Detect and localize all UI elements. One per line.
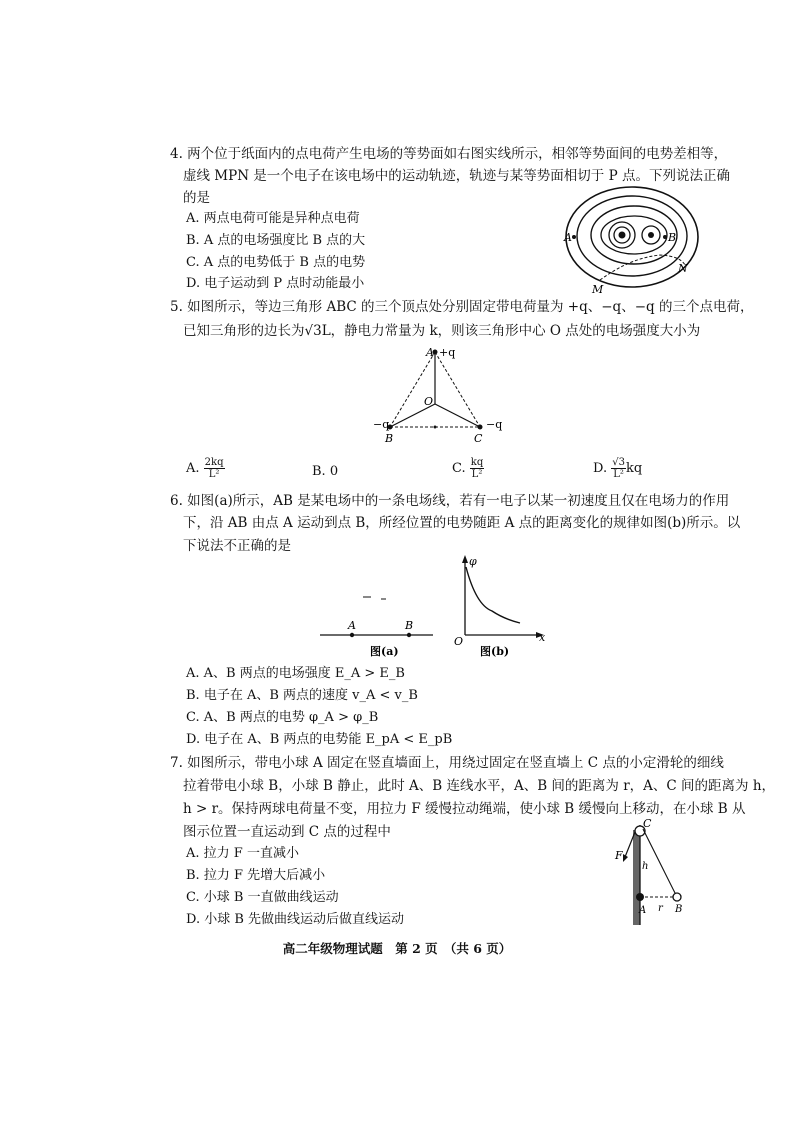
q7-pulley-figure: [605, 815, 695, 930]
q4-stem-line1: 4. 两个位于纸面内的点电荷产生电场的等势面如右图实线所示，相邻等势面间的电势差相等，: [170, 146, 728, 162]
q6-fig-a-label-a: A: [348, 619, 356, 632]
q4-option-c: C. A 点的电势低于 B 点的电势: [186, 255, 366, 270]
q5-fig-label-a: A: [426, 346, 434, 359]
q7-fig-label-b: B: [675, 904, 683, 915]
q6-option-a: A. A、B 两点的电场强度 E_A > E_B: [186, 666, 405, 681]
q5-option-a-denominator: L²: [208, 469, 220, 480]
q5-option-c-denominator: L²: [471, 469, 483, 480]
q6-fig-b-caption: 图(b): [480, 645, 510, 658]
q7-stem-line4: 图示位置一直运动到 C 点的过程中: [183, 824, 391, 840]
page-footer: 高二年级物理试题 第 2 页 （共 6 页）: [282, 941, 512, 956]
q6-fig-b-label-phi: φ: [469, 555, 477, 568]
q6-fig-a-label-b: B: [405, 619, 414, 632]
q4-fig-label-m: M: [592, 283, 604, 296]
q4-fig-label-a: A: [564, 231, 572, 244]
q5-option-c: C. $\frac{kq}{\text{L²}}$: [452, 457, 484, 480]
q6-option-d: D. 电子在 A、B 两点的电势能 E_pA < E_pB: [186, 732, 453, 747]
q5-option-c-numerator: kq: [470, 457, 484, 468]
q5-option-d-denominator: L²: [613, 469, 624, 480]
q7-fig-label-f: F: [615, 849, 623, 862]
q6-fig-b-label-x: x: [539, 631, 546, 644]
q4-stem-line3: 的是: [183, 190, 210, 206]
q5-triangle-figure: [370, 342, 510, 447]
q5-fig-label-minus-q-b: −q: [373, 418, 390, 431]
q6-stem-line2: 下，沿 AB 由点 A 运动到点 B，所经位置的电势随距 A 点的距离变化的规律如图(b)所示。以: [183, 515, 741, 531]
q6-figure-b: [452, 555, 552, 660]
q5-fig-label-b: B: [385, 432, 394, 445]
q4-equipotential-figure: [560, 180, 710, 300]
q7-fig-label-a: A: [639, 905, 647, 916]
q7-stem-line3: h > r。保持两球电荷量不变，用拉力 F 缓慢拉动绳端，使小球 B 缓慢向上移动，在小球 B 从: [183, 801, 746, 817]
q6-fig-a-caption: 图(a): [370, 645, 399, 658]
q5-stem-line2: 已知三角形的边长为√3L，静电力常量为 k，则该三角形中心 O 点处的电场强度大小为: [183, 323, 701, 339]
q6-option-c: C. A、B 两点的电势 φ_A > φ_B: [186, 710, 379, 725]
q6-stem-line3: 下说法不正确的是: [183, 538, 291, 554]
q5-option-a: A. $\frac{2kq}{\text{L²}}$: [186, 457, 224, 480]
q7-fig-label-r: r: [658, 903, 663, 914]
q6-fig-b-label-o: O: [454, 635, 464, 648]
q7-option-c: C. 小球 B 一直做曲线运动: [186, 890, 339, 905]
q6-option-b: B. 电子在 A、B 两点的速度 v_A < v_B: [186, 688, 418, 703]
q7-stem-line1: 7. 如图所示，带电小球 A 固定在竖直墙面上，用绕过固定在竖直墙上 C 点的小定滑轮的细线: [170, 755, 724, 771]
q5-stem-line1: 5. 如图所示，等边三角形 ABC 的三个顶点处分别固定带电荷量为 +q、−q、−q 的三个点电荷，: [170, 299, 754, 315]
q5-fig-label-plus-q: +q: [439, 346, 456, 359]
q4-fig-label-n: N: [678, 262, 688, 275]
q6-stem-line1: 6. 如图(a)所示，AB 是某电场中的一条电场线，若有一电子以某一初速度且仅在电场力的作用: [170, 493, 730, 509]
q6-figure-a: [318, 585, 438, 660]
q4-option-d: D. 电子运动到 P 点时动能最小: [186, 276, 365, 291]
q5-option-d: D. $\frac{√3}{\text{L²}}$ kq: [593, 457, 643, 480]
q5-fig-label-minus-q-c: −q: [486, 418, 503, 431]
q5-option-a-numerator: 2kq: [204, 457, 224, 468]
q7-fig-label-c: C: [643, 817, 652, 830]
q7-option-b: B. 拉力 F 先增大后减小: [186, 868, 326, 883]
q5-fig-label-c: C: [474, 432, 483, 445]
q4-option-b: B. A 点的电场强度比 B 点的大: [186, 233, 366, 248]
q4-fig-label-b: B: [668, 231, 677, 244]
q7-option-a: A. 拉力 F 一直减小: [186, 846, 299, 861]
q5-option-b: B. 0: [312, 464, 339, 479]
q4-stem-line2: 虚线 MPN 是一个电子在该电场中的运动轨迹，轨迹与某等势面相切于 P 点。下列说法正确: [183, 168, 730, 184]
q7-stem-line2: 拉着带电小球 B，小球 B 静止，此时 A、B 连线水平，A、B 间的距离为 r，A、C 间的距离为 h，: [183, 778, 776, 794]
q5-fig-label-o: O: [424, 395, 434, 408]
q7-fig-label-h: h: [642, 861, 649, 872]
q5-option-d-numerator: √3: [612, 457, 625, 468]
q7-option-d: D. 小球 B 先做曲线运动后做直线运动: [186, 912, 405, 927]
q4-option-a: A. 两点电荷可能是异种点电荷: [186, 211, 360, 226]
